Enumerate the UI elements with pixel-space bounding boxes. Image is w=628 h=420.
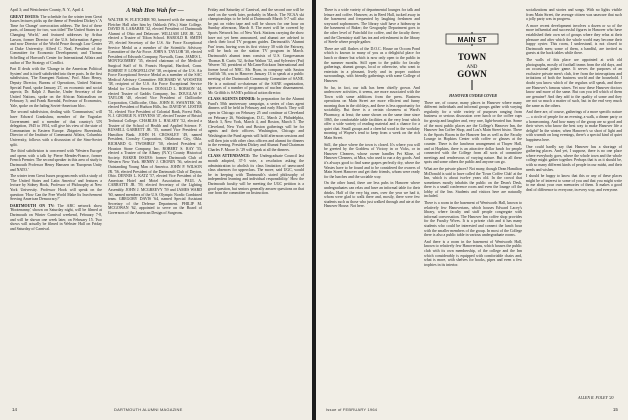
page-number-right: 15 <box>612 407 618 412</box>
right-col3-text-3: The walls of this place are appointed at with old photographs, mostly of football teams from the old days, and an occasional poker game. It serves the purposes of an exclusive private men's club, free from the interruptions and irritations of both the business world and the household. I doubt you know which of the regulars will speak, and there are Hanover's famous wines. Yet now these Hanover doctors know and more of the same. But can you tell which of them are genuine? And they add to the quality of some and they are not so much a matter of such, but in the end very much the same as the others. <box>526 57 622 108</box>
left-column-3 <box>208 8 304 403</box>
intro-text: April 3; and Westchester County, N. Y., April 4. <box>10 8 85 12</box>
great-issues-heading: GREAT ISSUES: <box>10 14 40 19</box>
right-page <box>316 0 628 420</box>
right-col3-text-4: And there are, of course, gatherings of a more specific nature — a circle of people for an evening, a walk, a dinner party or a homecoming. And how many of the group are so good and their wives who know the best way to make Hanover life a delight? In the winter, when Hanover's so short of light and with warmth on long evenings, there's a special kind of quiet happiness here. <box>526 110 622 143</box>
right-col1-text-1: There is a wide variety of departmental lounges for talk and leisure and coffee. Hanover, as in Reed Hall, tucked away in the basement and frequented by laughing freshmen and wayward sophomores. The library staff have a hideaway in the basement of Baker; the Geography Department goes to the other level of Fairchild for coffee, and the faculty there; and the Chemistry staff has tea and refreshment in the library of Steele where people gather. <box>324 8 420 45</box>
right-col1-text-2: There are still flashes of the D.O.C. House on Occom Pond which is known to many of you as a delightful place for lunch or dinner but which is now only open to the public in the summer months. Still open to the public for faculty gatherings, alumni groups, local or otherwise, who want to entertain in a pleasant, lively and in proper outdoor surroundings, with friendly gatherings with some College of Hanover. <box>324 46 420 83</box>
great-issues-text-3: The second subdivision, dealing with 'Communism,' will have Edward Crankshaw, member of the Yugoslav Government and a member of that country's UN delegation, 1945 to 1954, will give his view of the state of Communism in Eastern Europe. Zbigniew Brzezinski, Director of the Institute of Communist Affairs, Columbia University, follows with a discussion of the Sino-Soviet split. <box>10 110 102 147</box>
tv-continued-text: Friday and Saturday of Carnival, and the second one will be used on the week later, probably in March. The NCAA ski championships to be held at Dartmouth March 5-7 will also be put on video tape and will be shown for one hour on Sunday afternoon, March 8. The meet will be covered by Sports Network Inc. of New York. Stations carrying the show have not yet been announced, and alumni are advised to check their local TV program guides. Dartmouth's 'Alumni Fun' team, having won its first victory 30 with the Fairway, will be back on the station TV program in March. Dartmouth's alumni team consists of U.S. Congressman Thomas B. Curtis '32, Arthur Walton '32, and Sylvester (Pat) Weaver '30, president of McCann-Erickson International and former head of NBC. Mr. Ryan, in company with Saxton Griffith '36, was in Hanover January 13 to speak at a public meeting of the Dartmouth Community Committee of SANE. He is a national co-chairman of the SANE organization, sponsors of a number of programs of nuclear disarmament. Mr. Griffith is SANE's political action director. <box>208 8 304 95</box>
dartmouth-tv-heading: DARTMOUTH ON TV: <box>10 203 55 208</box>
svg-text:AND: AND <box>466 65 478 70</box>
right-col2-text-4: And there is a room in the basement of Wentworth Hall, known to relatively few Hanoverians, which houses the public club with its own membership, of the college and the Inn which considerably is equipped with comfortable chairs and, what is more, with shelves for books, pipes and even a few trophies in its interior. <box>424 239 522 267</box>
class-attendance-text: The Undergraduate Council last month adopted, 37-5 vote, a resolution asking the administration to abolish its class limitation of unexcused class absences for upperclass. The move, said UGC, would be in keeping with 'Dartmouth's stated philosophy of independent learning and individual responsibility.' How the Dartmouth faculty will be meeting the UGC petition is a good question, but seniors generally answer questions on that one from the committee on Instruction. <box>208 154 304 196</box>
great-issues-text-2: Part II deals with the 'Change in the American Political System' and is itself subdivided into three parts. In the first subdivision, 'The Emergent Nations,' Prof. Marc Henry, Deputy Director, Bureau of Operations, United Nations Special Fund, spoke January 27, on economic and social aspects; Dr. Ralph J. Bunche, Under Secretary of the United Nations, spoke on the African Nationalism on February 3; and Frank Ravndal, Professor of Economics, Yale, spoke on the fading Soviet-American bloc. <box>10 67 102 108</box>
left-column-1 <box>10 8 102 403</box>
right-col2-text-3: There is a room in the basement of Wentworth Hall, known to relatively few Hanoverians, which houses Edward Lacey's library, where faculty and staff people congregate with informal conversation. The Hanover Inn coffee shop provides for the Faculty Wives. It is a private club and it has many students who could be interested and connect the lunch hour with the smaller members of the group. In most of the College there is also a public table in various undergraduate rooms. <box>424 201 522 238</box>
right-column-2 <box>424 94 522 402</box>
hanover-under-cover-heading: HANOVER UNDER COVER <box>449 94 497 98</box>
left-column-2 <box>108 18 202 403</box>
svg-text:TOWN: TOWN <box>457 52 487 62</box>
main-st-sign: MAIN ST <box>457 37 487 44</box>
svg-text:GOWN: GOWN <box>457 69 487 79</box>
left-page <box>0 0 312 420</box>
class-agents-text: In preparation for the Alumni Fund's 50th anniversary campaign, a series of class agent dinners will be held in February and early March. They will open in Chicago on February 25 and continue at Cleveland on February 26, Washington, D.C., March 2, Philadelphia, March 3, New York, March 4, and Boston, March 5. The Cleveland, New York and Boston gatherings will be for agents and their officers. Washington, Chicago and Washington the Fund agents will hold afternoon sessions and will then join with other class officers and alumni for dinners in the evening. President Dickey and Alumni Fund Chairman Charles F. Moore Jr. '29 will speak at all the dinners. <box>208 97 304 152</box>
right-col3-text-2: A more recent development involves a dozen or so of the more influential and successful figures in Hanover who have established their own set of groups where they relax at their pleasure and after which the whole world may become their happy oyster. This room, I understand, is not closed to Dartmouth men; some of them, a handful, are invited as guests at the back tables while there. <box>526 23 622 56</box>
right-col1-text-3: So far, in fact, our talk has been chiefly grown. And undercover activities, it seems, are more associated with the Town with some additions from the press. Business operations on Main Street are more efficient and funny morning than in the old days, and there is less opportunity for sociability. But there is a certain closeness at Ward's Pharmacy, at least; the same shown on the same time since 1865, the comfortable table facilities at the very least which offer a wide variety of reading material and a chance for a quiet chat. Small groups and a cheerful word in the workday morning of Wayne's tend to keep from a week on the rich Main Street. <box>324 85 420 141</box>
author-signature: ALLEN R. FOLEY '20 <box>578 395 614 400</box>
issue-date: Issue of FEBRUARY 1964 <box>326 407 378 412</box>
footer-left: DARTMOUTH ALUMNI MAGAZINE <box>114 407 183 412</box>
great-issues-text-1: The schedule for the winter term Great Issues lectures picks up the theme of President Dickey's 'A Time for Change' convocation address. The first of these parts, of January for two, was titled 'The United States in a Changing World,' and featured addresses by Arthur Larson, former Director of the U.S. Information Agency and now Director of the World Peace through Law Center at Duke University; Alfred C. Neal, President of the Committee for Economic Development; and Thomas Schelling of Harvard's Center for International Affairs and author of The Strategy of Conflict. <box>10 14 102 65</box>
right-col3-text-1: socializations and stories and songs. With no lights visible from Main Street, the average citizen was unaware that such a jolly party was in progress. <box>526 8 622 22</box>
right-col1-text-4: Still, the place where the town is closed. It's where you will be greeted by the Goddess of Victory in or Vicks, or in Hanover Cleaners, whose owner handles Pet Kline, of Hanover Cleaners, at Mira, who used to run a dry goods. And it's always good to find some grapes perfectly dry, where the Wastes have to be found and to be considered the owners of Main Street Hanover and get their friends, whom were ready for the lunches and the sociable way. <box>324 142 420 179</box>
dartmouth-tv-text: The ABC network show 'Hootenanny,' shown on Saturday night, will be filmed at Dartmouth on Winter Carnival weekend, February 7-8, and will be shown one week later, on February 15. Two shows will actually be filmed in Webster Hall on Friday and Saturday of Carnival. <box>10 203 102 231</box>
right-col2-text-2: What are the private places? Not many, though Dean Hamilton McDonald is said to have called the 'Town Coffee Club' at the Inn, which is about twelve years old. In the crowd that sometimes mostly inhabits the public on the Dean's Desk, there is a small conference room and even the lounge off the lobby of the Inn. Students and visitors here are naturally included. <box>424 166 522 199</box>
page-number-left: 14 <box>12 407 18 412</box>
honors-list: WALTER W. FLETCHER '80, honored with the naming of Fletcher Hall after him by Oshkosh (Wis.) State College. DAVID B. LARABEE '32, elected President of Dartmouth Alumni of Ohio and Delaware. WILLIAM LEE JR. '22, elected a Trustee of Tilton School. HAROLD B. SMITH '29, elected Secretary of the U.S. Air Force Exceptional Service Medal as a member of the Scientific Advisory Committee of the Air Force. JOHN S. TAYLOR '30, elected President of Edwards Company, Norwalk, Conn. JAMES L. MONTGOMERY '35, elected chairman of the Medical-Surgical Staff of St. Francis Hospital, Hartford, Conn. ROBERT P. LONGFELLOW '38, recipient of the U.S. Air Force Exceptional Service Medal as a member of the SAC Medical Advisory Committee. RICHARD W. WOOSTER '38, recipient of the U.S. Air Force Exceptional Service Medal for Civilian Service. DONALD L. ROBSON '44, elected Trustee of Gaddis Company, Inc. DOUGLAS F. TAYLOR '40, elected Vice President of Chillicothe Corporation, Chillicothe, Ohio. JOHN R. SWANTEK '46, elected President of Hudson Hills, Inc. DAVID W. LESTER '51, elected Vice President of Colonial Bank, Forest Falls, N. J. GEORGE N. STEVENS '47, elected Trustee of Bristol Technical College. CHARLES L. HALSEY '52, elected a Trustee of the School of Health and Applied Science. F. RUSSELL GARRETT JR. '55, named Vice President of Hamilton Bank. JOHN H. CROSSLEY '49, named President, Crossley Corporation, Oklahoma City, Okla. RICHARD G. TWOMBLY '50, elected President of Houston Stone Company, Inc. ROBERT S. RAY '55, elected a Trustee of the Albany (N.Y.) County Historical Society. BAKER ISSUES: former Dartmouth Club of Western New York. HENRY J. CRONIN '56, selected an Outstanding Young Man of America. JOHN P. WILSON JR. '56, elected President of the Dartmouth Club of Dayton, Ohio. DENNIS L. KATZ '57, elected Vice President of the American Hotel and Motel Association. PAUL A. CABRATTE JR. '59, elected Secretary of the Lighting Assembly. JOHN J. MCGREEVY '59 and JAMES WARD '60, named members of the U.S. Olympic Nordic Combined team. GREGORY DAVIS '64, named Special Assistant Secretary of the Defense Department. PHILIP M. MCGOWAN '62, appointed to serve on the Board of Governors of the American Design of Surgeons. <box>108 18 202 215</box>
wah-hoo-wah-title: A Wah Hoo Wah for — <box>126 8 184 14</box>
great-issues-text-5: The winter term Great Issues program ends with a study of 'The United States and Latin America' and features a lecture by Sidney Hook, Professor of Philosophy at New York University. Professor Hook will speak on the question: 'How Can the Free World Make Its Involvement Serving American Democracy?' <box>10 174 102 202</box>
class-attendance-heading: CLASS ATTENDANCE: <box>208 154 251 159</box>
town-and-gown-logo <box>440 22 504 92</box>
right-column-1 <box>324 8 420 403</box>
right-col3-text-5: One could hardly say that Hanover has a shortage of gathering places. And yet, I suppose, there is no one place where everybody goes, where the whole town and the whole college might gather together. Perhaps that is as it should be, with so many different kinds of people in our midst, and their needs and wishes. <box>526 144 622 172</box>
right-col1-text-5: On the other hand, there are less pubs in Hanover where undergraduates can relax and have an informal table for their drinks. Half of the very big ones, over the year we had it, whom were glad to walk there and, mostly, there were few students such as those who just walked through and ate at the Hanover House. Not here. <box>324 181 420 209</box>
right-col2-text-1: There are, of course, many places in Hanover where many different individuals and informal groups gather with varying regularity for a wide variety of purposes ranging from business or serious discussion over lunch or the coffee cups for gossip and laughter and, very rare, light-hearted fun. Some of the most public places are the College's Hanover Inn, the Hanover Inn Coffee Shop, and Lou's Main Street bistro. There is the Sports Room in the Hanover Inn as well as the Faculty Lounge in Hopkins Center with coffee or glasses at the counter. There is the luncheon arrangement at Thayer Hall, and at Hopkins, there is an attractive dollar lunch for people connected with the College from all sorts of committee meetings and rendezvous of varying nature. But in all these spots and some others the public and anyone can go. <box>424 100 522 165</box>
great-issues-text-4: The third subdivision is concerned with 'Western Europe' and opens with a talk by Pierre Mendes-France, former French Premier. The second speaker in this area of study is Dartmouth Professor Henry Hanssen on 'European Unity and NATO.' <box>10 149 102 172</box>
right-column-3 <box>526 8 622 393</box>
right-col3-text-6: I should be happy to know that this or any of these places might be of interest to some of you and that you might write to me about your own memories of them. It makes a good deal of difference to everyone, in every way, and everyone. <box>526 174 622 192</box>
class-agents-heading: CLASS AGENTS DINNER: <box>208 97 256 102</box>
